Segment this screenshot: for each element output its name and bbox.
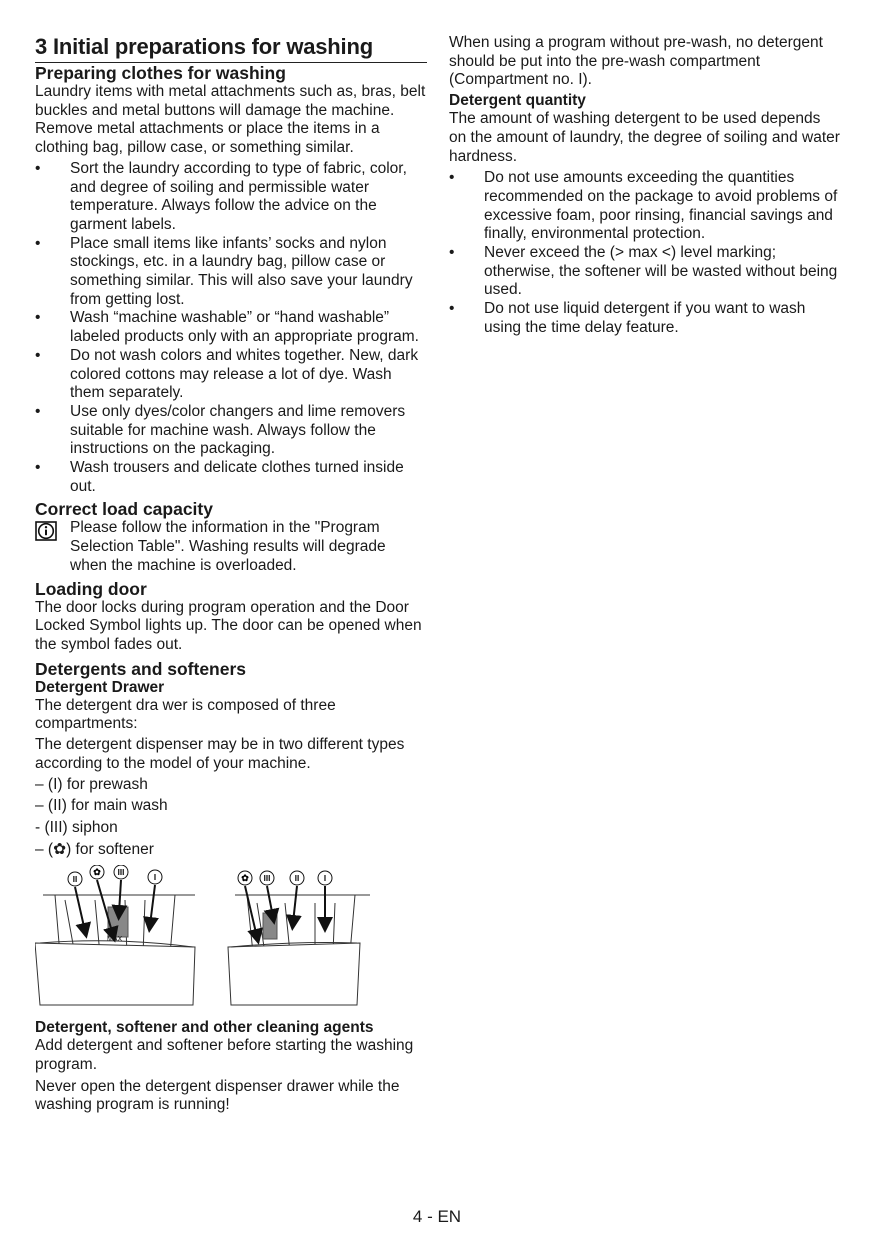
- list-item: • Place small items like infants’ socks and nylon stockings, etc. in a laundry bag, pillow case or something similar. This will also save your laundry from getting lost.: [35, 234, 413, 308]
- list-item: • Wash trousers and delicate clothes turned inside out.: [35, 459, 404, 495]
- page-number: 4 - EN: [412, 1207, 462, 1226]
- cleaning-heading: Detergent, softener and other cleaning agents: [35, 1019, 374, 1037]
- svg-text:✿: ✿: [93, 867, 101, 878]
- compartment-item: – (✿) for softener: [35, 840, 154, 858]
- svg-text:III: III: [263, 874, 271, 884]
- svg-text:✿: ✿: [241, 873, 249, 884]
- detergents-p1: The detergent dra wer is composed of three compartments:: [35, 696, 336, 733]
- list-item: • Do not wash colors and whites together. New, dark colored cottons may release a lot of dye. Wash them separately.: [35, 346, 419, 402]
- prewash-note: When using a program without pre-wash, no detergent should be put into the pre-wash compartment (Compartment no. I).: [449, 34, 823, 89]
- door-heading: Loading door: [35, 578, 147, 599]
- load-info: [35, 519, 427, 575]
- right-column: [449, 34, 841, 338]
- compartment-item: – (II) for main wash: [35, 797, 168, 815]
- detergents-heading: Detergents and softeners: [35, 658, 247, 679]
- svg-text:I: I: [153, 873, 157, 883]
- labels-left: [68, 865, 162, 886]
- preparing-heading: Preparing clothes for washing: [35, 63, 286, 83]
- detergent-drawer-diagram: [35, 865, 427, 1015]
- list-item: • Use only dyes/color changers and lime removers suitable for machine wash. Always follow the instructions on the packaging.: [35, 402, 406, 458]
- preparing-intro: Laundry items with metal attachments such as, bras, belt buckles and metal buttons will damage the machine. Remove metal attachments or place the items in a clothing bag, pillow case, or something similar.: [35, 83, 426, 157]
- info-icon: [35, 521, 57, 541]
- preparing-bullets: [35, 160, 427, 497]
- drawer-brand: MAX: [107, 936, 123, 944]
- section-title: 3 Initial preparations for washing: [35, 34, 427, 63]
- detergent-quantity-heading: Detergent quantity: [449, 92, 586, 110]
- svg-text:III: III: [117, 868, 125, 878]
- labels-right: [238, 871, 332, 885]
- svg-text:I: I: [323, 874, 327, 884]
- compartment-item: - (III) siphon: [35, 818, 118, 836]
- load-heading: Correct load capacity: [35, 499, 213, 520]
- quantity-bullets: [449, 169, 841, 337]
- detergent-drawer-heading: Detergent Drawer: [35, 678, 165, 696]
- svg-text:II: II: [72, 875, 78, 885]
- compartment-item: – (I) for prewash: [35, 775, 148, 793]
- detergents-p2: The detergent dispenser may be in two different types according to the model of your machine.: [35, 736, 405, 772]
- load-text: Please follow the information in the "Program Selection Table". Washing results will degrade when the machine is overloaded.: [70, 519, 386, 574]
- drawer-right: [228, 895, 370, 1005]
- list-item: • Never exceed the (> max <) level marking; otherwise, the softener will be wasted without being used.: [449, 244, 838, 299]
- svg-text:II: II: [294, 874, 300, 884]
- list-item: • Wash “machine washable” or “hand washable” labeled products only with an appropriate program.: [35, 309, 419, 346]
- list-item: • Do not use liquid detergent if you want to wash using the time delay feature.: [449, 300, 806, 336]
- list-item: • Do not use amounts exceeding the quantities recommended on the package to avoid problems of excessive foam, poor rinsing, financial savings and finally, environmental protection.: [449, 169, 838, 243]
- drawer-left: [35, 895, 195, 1005]
- drawer-illustration: [35, 865, 427, 1015]
- door-text: The door locks during program operation and the Door Locked Symbol lights up. The door can be opened when the symbol fades out.: [35, 598, 422, 653]
- left-column: [35, 34, 427, 1115]
- detergent-quantity-text: The amount of washing detergent to be used depends on the amount of laundry, the degree of soiling and water hardness.: [449, 110, 840, 165]
- cleaning-p2: Never open the detergent dispenser drawer while the washing program is running!: [35, 1077, 400, 1114]
- list-item: • Sort the laundry according to type of fabric, color, and degree of soiling and permissible water temperature. Always follow the advice on the garment labels.: [35, 159, 407, 233]
- cleaning-p1: Add detergent and softener before starting the washing program.: [35, 1037, 414, 1074]
